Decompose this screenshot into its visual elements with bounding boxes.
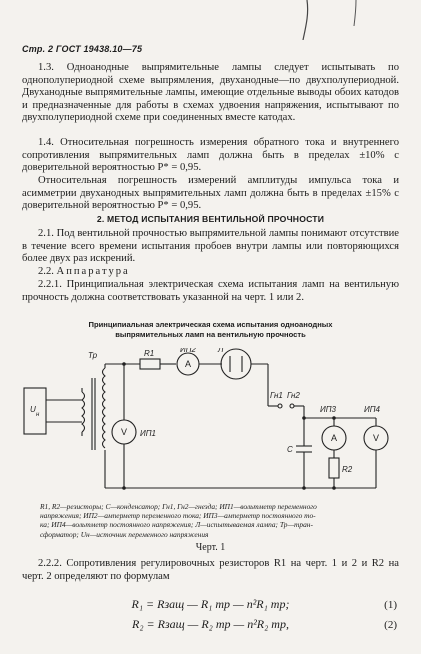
- formula-1-number: (1): [384, 599, 397, 611]
- formula-2-number: (2): [384, 619, 397, 631]
- label-gn1: Гн1: [270, 391, 283, 400]
- binding-marks: [0, 0, 421, 40]
- socket-gn1: [278, 404, 282, 408]
- paragraph-2-1: 2.1. Под вентильной прочностью выпрямительной лампы понимают отсутствие в течение всего времени испытания пробоев внутри лампы или повторяющихся более двух раз искрений.: [22, 228, 399, 265]
- voltmeter-ip4-symbol: V: [372, 433, 380, 443]
- resistor-r2: [329, 458, 339, 478]
- lamp-l: [221, 349, 251, 379]
- label-ip2: ИП2: [180, 348, 196, 354]
- caption-line-3: ка; ИП4—вольтметр постоянного напряжения; Л—испытываемая лампа; Тр—тран-: [40, 520, 313, 530]
- page-header: Стр. 2 ГОСТ 19438.10—75: [22, 44, 143, 54]
- subsection-title: Аппаратура: [56, 266, 130, 277]
- voltmeter-ip1-symbol: V: [120, 427, 128, 437]
- paragraph-2-2-2: 2.2.2. Сопротивления регулировочных резисторов R1 на черт. 1 и 2 и R2 на черт. 2 определяют по формулам: [22, 558, 399, 582]
- figure-title-line-1: Принципиальная электрическая схема испытания одноанодных: [88, 320, 333, 329]
- subsection-number: 2.2.: [38, 266, 54, 277]
- formula-1: [0, 597, 421, 612]
- transformer-secondary: [103, 368, 106, 448]
- formula-2: [0, 617, 421, 632]
- label-tr: Тр: [88, 351, 98, 360]
- ammeter-ip2-symbol: A: [184, 359, 192, 369]
- paragraph-2-2-1: 2.2.1. Принципиальная электрическая схема испытания ламп на вентильную прочность должна соответствовать указанной на черт. 1 или 2.: [22, 279, 399, 303]
- label-ip3: ИП3: [320, 405, 336, 414]
- caption-line-2: напряжения; ИП2—амперметр переменного тока; ИП3—амперметр постоянного то-: [40, 511, 316, 521]
- socket-gn2: [290, 404, 294, 408]
- label-ip4: ИП4: [364, 405, 380, 414]
- caption-line-4: сформатор; Uн—источник переменного напряжения: [40, 529, 209, 539]
- label-u: U: [30, 405, 36, 414]
- formula-2-text: R₂ = Rзащ — R₂ тр — n²R₂ тр,: [132, 617, 289, 631]
- figure-title-line-2: выпрямительных ламп на вентильную прочность: [115, 330, 306, 339]
- caption-line-1: R1, R2—резисторы; C—конденсатор; Гн1, Гн2—гнезда; ИП1—вольтметр переменного: [40, 502, 317, 511]
- figure-number: Черт. 1: [195, 542, 226, 553]
- circuit-diagram: [22, 348, 407, 498]
- label-c: С: [287, 445, 293, 454]
- resistor-r1: [140, 359, 160, 369]
- label-r1: R1: [144, 349, 155, 358]
- figure-caption: [40, 502, 406, 539]
- label-ip1: ИП1: [140, 429, 156, 438]
- label-l: Л: [218, 348, 224, 354]
- label-gn2: Гн2: [287, 391, 300, 400]
- label-r2: R2: [342, 465, 353, 474]
- figure-title: [22, 320, 399, 340]
- section-title: 2. МЕТОД ИСПЫТАНИЯ ВЕНТИЛЬНОЙ ПРОЧНОСТИ: [96, 214, 325, 224]
- paragraph-1-4: 1.4. Относительная погрешность измерения обратного тока и внутреннего сопротивления выпрямительных ламп должна быть в пределах ±10% с доверительной вероятностью P* = 0,95.: [22, 137, 399, 174]
- formula-1-text: R₁ = Rзащ — R₁ тр — n²R₁ тр;: [131, 597, 290, 611]
- label-u-sub: н: [36, 412, 40, 418]
- paragraph-accuracy: Относительная погрешность измерений амплитуды импульса тока и асимметрии двуханодных выпрямительных ламп должна быть в пределах ±15% с доверительной вероятностью P* = 0,95.: [22, 175, 399, 212]
- paragraph-1-3: 1.3. Одноанодные выпрямительные лампы следует испытывать по однополупериодной схеме выпрямления, двуханодные—по двухполупериодной. Двуханодные выпрямительные лампы, имеющие отдельные выводы обоих катодов и предназначенные для работы в схемах удвоения напряжения, испытывают по двухполупериодной схеме при соединенных вместе катодах.: [22, 62, 399, 124]
- subsection-2-2: [22, 266, 399, 279]
- transformer-primary: [82, 392, 85, 432]
- ammeter-ip3-symbol: A: [330, 433, 338, 443]
